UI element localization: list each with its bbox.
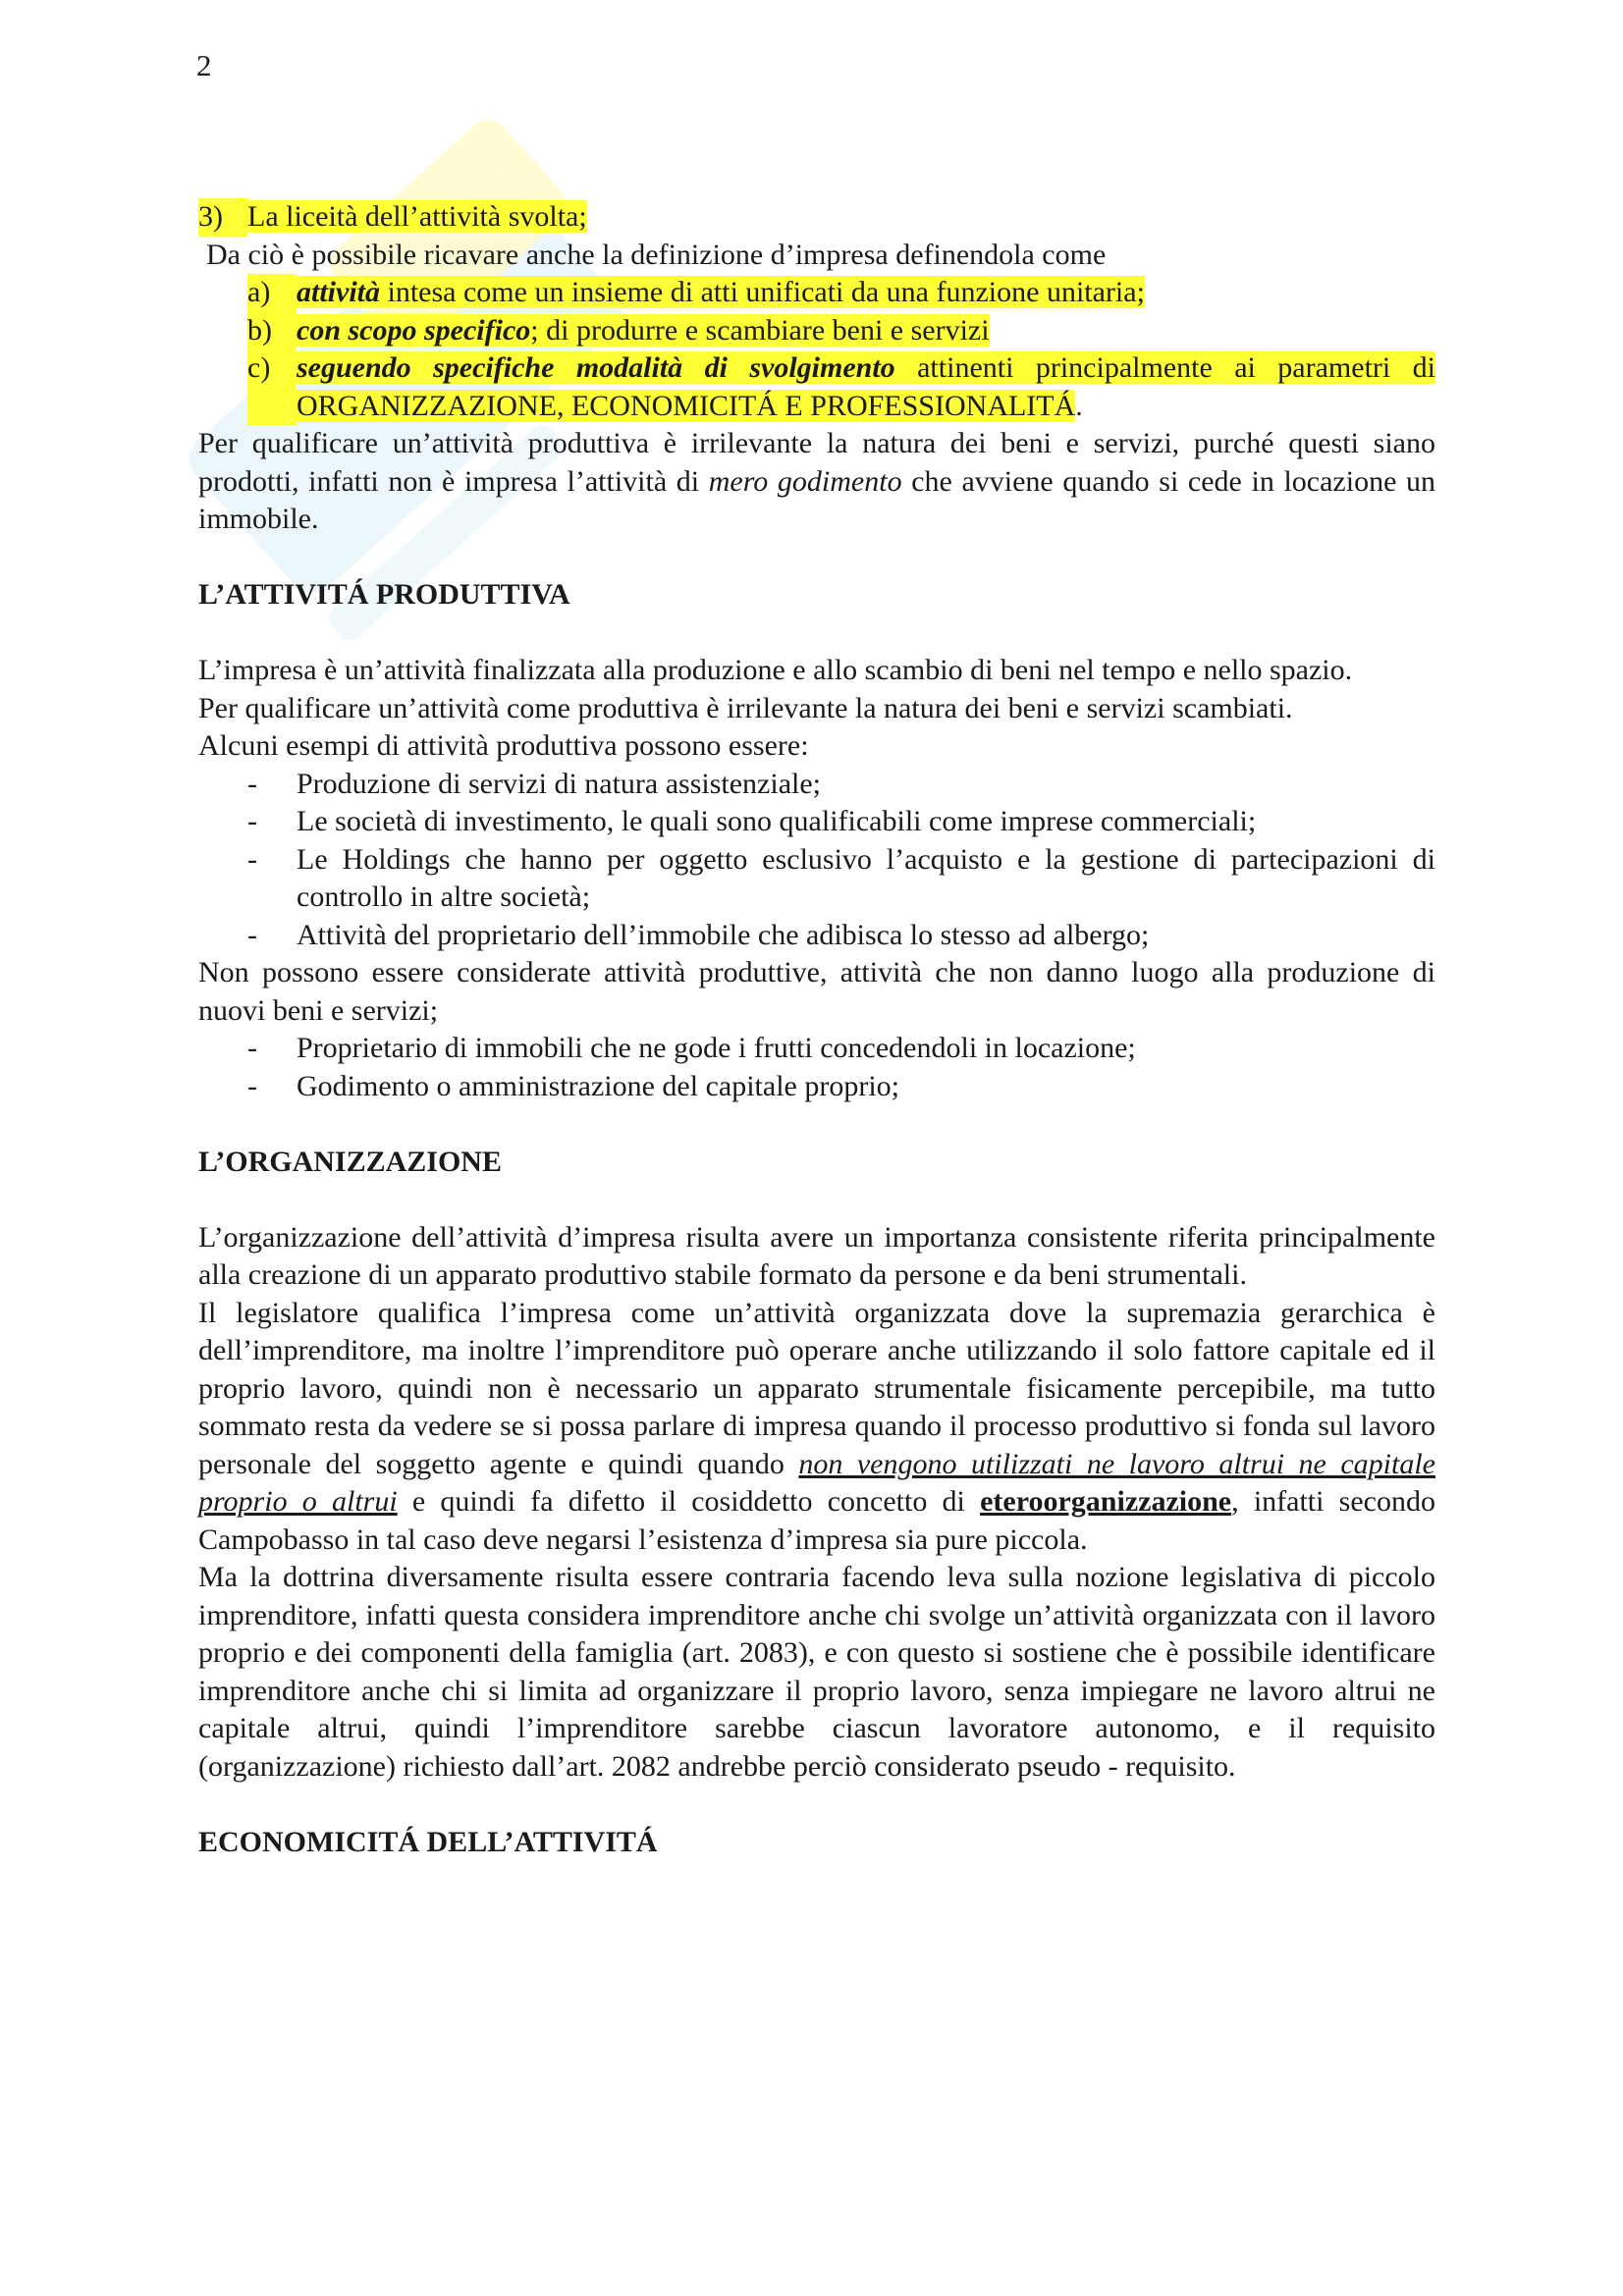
list-item (198, 917, 1435, 955)
list-item (198, 766, 1435, 804)
definition-item-c (198, 349, 1435, 425)
bullet: - (247, 805, 257, 837)
bullet: - (247, 918, 257, 951)
bullet: - (247, 1032, 257, 1064)
item-continuation: ORGANIZZAZIONE, ECONOMICITÁ E PROFESSIONALITÁ (297, 389, 1076, 422)
paragraph-organizzazione: L’organizzazione dell’attività d’impresa risulta avere un importanza consistente riferita principalmente alla creazione di un apparato produttivo stabile formato da persone e da beni strumentali. (198, 1220, 1435, 1291)
bullet: - (247, 1069, 257, 1102)
item-text: attinenti principalmente ai parametri di (894, 351, 1435, 384)
paragraph-text-mid: e quindi fa difetto il cosiddetto concetto di (397, 1485, 981, 1518)
numbered-item-3 (198, 198, 1435, 237)
paragraph-text-end: , infatti secondo Campobasso in tal caso deve negarsi l’esistenza d’impresa sia pure piccola. (198, 1485, 1435, 1556)
paragraph-qualificare: Per qualificare un’attività come produttiva è irrilevante la natura dei beni e servizi scambiati. (198, 691, 1293, 724)
item-text: intesa come un insieme di atti unificati da una funzione unitaria; (380, 276, 1145, 308)
page-number: 2 (196, 48, 212, 82)
document-body (198, 198, 1435, 1861)
definition-item-b (198, 312, 1435, 350)
item-marker: b) (247, 312, 297, 350)
heading-economicita: ECONOMICITÁ DELL’ATTIVITÁ (198, 1825, 658, 1858)
paragraph-impresa: L’impresa è un’attività finalizzata alla produzione e allo scambio di beni nel tempo e nello spazio. (198, 654, 1353, 686)
item-marker: c) (247, 349, 297, 425)
item-text: La liceità dell’attività svolta; (247, 200, 587, 233)
paragraph-text-end: che avviene quando si cede in locazione un immobile. (198, 464, 1436, 535)
bullet: - (247, 842, 257, 876)
list-item (198, 1068, 1435, 1106)
list-item (198, 1030, 1435, 1068)
item-strong: con scopo specifico (297, 313, 531, 347)
paragraph-non-produttive: Non possono essere considerate attività produttive, attività che non danno luogo alla produzione di nuovi beni e servizi; (198, 956, 1435, 1027)
paragraph-text: Per qualificare un’attività produttiva è irrilevante la natura dei beni e servizi, purché questi siano prodotti, infatti non è impresa l’attività di (198, 427, 1435, 498)
item-marker: a) (247, 274, 297, 312)
paragraph-keyword: eteroorganizzazione (980, 1485, 1232, 1518)
list-item-text: Produzione di servizi di natura assistenziale; (297, 767, 822, 800)
list-item (198, 841, 1435, 917)
paragraph-dottrina: Ma la dottrina diversamente risulta essere contraria facendo leva sulla nozione legislativa di piccolo imprenditore, infatti questa considera imprenditore anche chi svolge un’attività organizzata con il lavoro proprio e dei componenti della famiglia (art. 2083), e con questo si sostiene che è possibile identificare imprenditore anche chi si limita ad organizzare il proprio lavoro, senza impiegare ne lavoro altrui ne capitale altrui, quindi l’imprenditore sarebbe ciascun lavoratore autonomo, e il requisito (organizzazione) richiesto dall’art. 2082 andrebbe perciò considerato pseudo - requisito. (198, 1561, 1435, 1783)
heading-attivita-produttiva: L’ATTIVITÁ PRODUTTIVA (198, 578, 570, 611)
list-item-text: Le Holdings che hanno per oggetto esclusivo l’acquisto e la gestione di partecipazioni di controllo in altre società; (297, 842, 1435, 913)
list-item-text: Attività del proprietario dell’immobile che adibisca lo stesso ad albergo; (297, 918, 1150, 951)
definition-item-a (198, 274, 1435, 312)
paragraph-natura-beni (198, 425, 1435, 539)
list-item-text: Godimento o amministrazione del capitale proprio; (297, 1069, 899, 1102)
item-text: ; di produrre e scambiare beni e servizi (530, 313, 990, 347)
item-strong: seguendo specifiche modalità di svolgimento (297, 351, 895, 384)
list-item-text: Le società di investimento, le quali sono qualificabili come imprese commerciali; (297, 805, 1257, 837)
paragraph-esempi-lead: Alcuni esempi di attività produttiva possono essere: (198, 729, 809, 762)
item-strong: attività (297, 276, 380, 308)
paragraph-emphasis: mero godimento (708, 464, 902, 498)
item-marker: 3) (198, 198, 247, 237)
paragraph-legislatore (198, 1295, 1435, 1560)
paragraph-text: Il legislatore qualifica l’impresa come un’attività organizzata dove la supremazia gerarchica è dell’imprenditore, ma inoltre l’imprenditore può operare anche utilizzando il solo fattore capitale ed il proprio lavoro, quindi non è necessario un apparato strumentale fisicamente percepibile, ma tutto sommato resta da vedere se si possa parlare di impresa quando il processo produttivo si fonda sul lavoro personale del soggetto agente e quindi quando (198, 1296, 1435, 1480)
item-end: . (1075, 389, 1083, 422)
list-item (198, 803, 1435, 841)
list-item-text: Proprietario di immobili che ne gode i frutti concedendoli in locazione; (297, 1032, 1136, 1064)
paragraph-emphasis: non vengono utilizzati ne lavoro altrui ne capitale proprio o altrui (198, 1447, 1435, 1518)
bullet: - (247, 767, 257, 800)
heading-organizzazione: L’ORGANIZZAZIONE (198, 1145, 502, 1178)
definition-lead: Da ciò è possibile ricavare anche la definizione d’impresa definendola come (206, 238, 1107, 271)
